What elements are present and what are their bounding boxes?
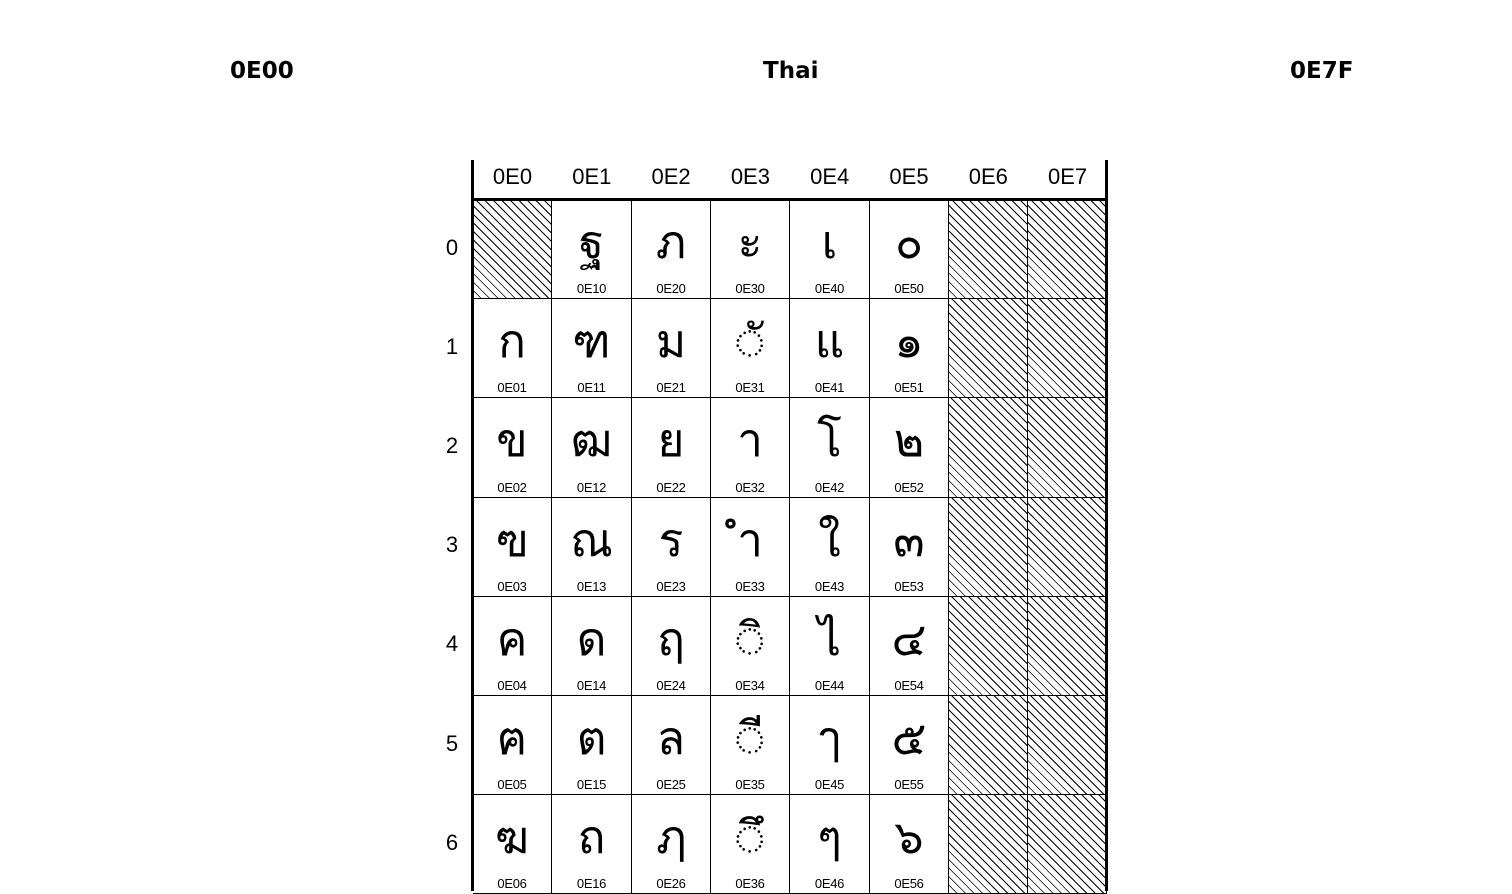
code-point-label: 0E24 <box>656 678 686 693</box>
character-glyph: ณ <box>570 513 613 567</box>
code-point-label: 0E44 <box>814 678 845 693</box>
character-glyph: ร <box>658 513 684 567</box>
character-glyph: ◌ั <box>735 314 765 368</box>
character-glyph: เ <box>821 215 838 269</box>
character-cell <box>790 597 870 696</box>
code-point-label: 0E10 <box>576 281 607 296</box>
character-cell <box>552 200 632 299</box>
character-cell <box>632 795 711 894</box>
range-end-label: 0E7F <box>1290 58 1354 84</box>
code-point-label: 0E33 <box>735 579 765 594</box>
grid-left-border <box>471 160 474 891</box>
grid-right-border <box>1105 160 1108 891</box>
character-cell <box>632 398 711 498</box>
code-point-label: 0E50 <box>894 281 924 296</box>
code-point-label: 0E45 <box>814 777 845 792</box>
character-cell <box>870 795 949 894</box>
character-cell <box>632 200 711 299</box>
character-glyph: ไ <box>817 612 842 666</box>
unassigned-cell <box>1028 795 1107 894</box>
code-point-label: 0E46 <box>814 876 845 891</box>
code-point-label: 0E43 <box>814 579 845 594</box>
character-cell <box>870 299 949 398</box>
character-glyph: ๕ <box>891 711 927 765</box>
code-point-label: 0E26 <box>656 876 686 891</box>
character-cell <box>870 200 949 299</box>
code-point-label: 0E11 <box>577 380 606 395</box>
character-glyph: ฆ <box>494 810 530 864</box>
character-cell <box>473 498 552 597</box>
code-point-label: 0E02 <box>497 480 527 495</box>
character-cell <box>711 597 790 696</box>
character-cell <box>711 498 790 597</box>
header-separator <box>471 198 1108 201</box>
code-point-label: 0E14 <box>576 678 607 693</box>
column-header: 0E7 <box>1048 164 1088 189</box>
unassigned-cell <box>473 200 552 299</box>
column-header: 0E3 <box>730 164 770 189</box>
character-cell <box>870 498 949 597</box>
character-glyph: ๓ <box>893 513 925 567</box>
row-header: 3 <box>445 532 459 558</box>
code-point-label: 0E03 <box>497 579 527 594</box>
character-glyph: ย <box>657 413 685 467</box>
code-point-label: 0E21 <box>656 380 686 395</box>
character-cell <box>473 398 552 498</box>
character-glyph: ฦ <box>655 810 687 864</box>
character-cell <box>790 398 870 498</box>
character-cell <box>552 696 632 795</box>
row-header: 5 <box>445 730 459 756</box>
character-cell <box>711 299 790 398</box>
unassigned-cell <box>1028 696 1107 795</box>
character-glyph: ก <box>498 314 526 368</box>
character-glyph: โ <box>817 413 842 467</box>
character-cell <box>711 795 790 894</box>
character-glyph: า <box>737 413 763 467</box>
column-header: 0E0 <box>492 164 533 189</box>
character-glyph: ๔ <box>891 612 927 666</box>
code-point-label: 0E55 <box>894 777 924 792</box>
character-cell <box>790 696 870 795</box>
code-point-label: 0E56 <box>894 876 924 891</box>
character-glyph: ๅ <box>818 711 841 765</box>
row-header: 2 <box>445 433 459 458</box>
character-glyph: ๐ <box>894 215 924 269</box>
unassigned-cell <box>949 795 1028 894</box>
character-cell <box>870 696 949 795</box>
code-point-label: 0E16 <box>576 876 607 891</box>
character-cell <box>632 597 711 696</box>
character-glyph: ๆ <box>817 810 842 864</box>
code-point-label: 0E36 <box>735 876 765 891</box>
code-point-label: 0E51 <box>894 380 924 395</box>
character-glyph: ฐ <box>578 215 605 269</box>
code-point-label: 0E42 <box>814 480 845 495</box>
column-header: 0E4 <box>810 164 850 189</box>
unassigned-cell <box>949 398 1028 498</box>
character-cell <box>552 597 632 696</box>
character-cell <box>473 299 552 398</box>
unassigned-cell <box>1028 597 1107 696</box>
character-cell <box>870 398 949 498</box>
character-glyph: ะ <box>737 215 763 269</box>
character-cell <box>632 299 711 398</box>
character-glyph: ถ <box>577 810 606 864</box>
code-point-label: 0E34 <box>735 678 765 693</box>
unassigned-cell <box>949 299 1028 398</box>
code-point-label: 0E31 <box>735 380 765 395</box>
character-glyph: ล <box>656 711 686 765</box>
character-cell <box>870 597 949 696</box>
character-cell <box>632 498 711 597</box>
character-glyph: ฤ <box>657 612 685 666</box>
unassigned-cell <box>949 498 1028 597</box>
code-point-label: 0E22 <box>656 480 686 495</box>
character-cell <box>473 795 552 894</box>
character-cell <box>552 299 632 398</box>
character-glyph: ำ <box>737 513 763 567</box>
character-glyph: ภ <box>655 215 687 269</box>
code-point-label: 0E20 <box>656 281 686 296</box>
character-cell <box>790 200 870 299</box>
code-point-label: 0E23 <box>656 579 686 594</box>
character-cell <box>711 200 790 299</box>
code-point-label: 0E35 <box>735 777 765 792</box>
character-glyph: ◌ิ <box>735 612 765 666</box>
code-point-label: 0E05 <box>497 777 527 792</box>
character-glyph: ด <box>576 612 607 666</box>
row-header: 1 <box>445 333 459 359</box>
code-point-label: 0E40 <box>814 281 845 296</box>
character-glyph: ๖ <box>894 810 924 864</box>
character-cell <box>552 795 632 894</box>
character-glyph: ต <box>576 711 607 765</box>
character-glyph: ฑ <box>572 314 611 368</box>
code-point-label: 0E25 <box>656 777 686 792</box>
row-header: 4 <box>445 631 459 657</box>
code-point-label: 0E41 <box>814 380 845 395</box>
character-glyph: ม <box>655 314 687 368</box>
block-title: Thai <box>763 58 819 84</box>
character-cell <box>473 597 552 696</box>
row-header: 0 <box>445 234 459 260</box>
character-glyph: ค <box>496 612 528 666</box>
code-point-label: 0E13 <box>576 579 607 594</box>
character-cell <box>790 795 870 894</box>
character-cell <box>790 498 870 597</box>
unassigned-cell <box>1028 200 1107 299</box>
column-header: 0E5 <box>889 164 929 189</box>
character-glyph: ฅ <box>496 711 528 765</box>
unassigned-cell <box>949 597 1028 696</box>
character-cell <box>790 299 870 398</box>
column-header: 0E6 <box>968 164 1008 189</box>
code-point-label: 0E53 <box>894 579 924 594</box>
code-point-label: 0E30 <box>735 281 765 296</box>
unassigned-cell <box>1028 299 1107 398</box>
character-cell <box>473 696 552 795</box>
character-cell <box>552 398 632 498</box>
character-glyph: ฒ <box>570 413 613 467</box>
character-glyph: ◌ี <box>735 711 765 765</box>
character-glyph: ข <box>496 413 528 467</box>
column-header: 0E1 <box>572 164 612 189</box>
unassigned-cell <box>1028 398 1107 498</box>
character-cell <box>632 696 711 795</box>
character-cell <box>711 696 790 795</box>
code-point-label: 0E54 <box>894 678 924 693</box>
character-cell <box>711 398 790 498</box>
column-header: 0E2 <box>651 164 691 189</box>
code-point-label: 0E12 <box>576 480 607 495</box>
character-glyph: ใ <box>818 513 841 567</box>
character-glyph: ฃ <box>495 513 529 567</box>
unassigned-cell <box>949 696 1028 795</box>
character-cell <box>552 498 632 597</box>
code-point-label: 0E32 <box>735 480 765 495</box>
character-glyph: ◌ึ <box>735 810 765 864</box>
code-point-label: 0E04 <box>497 678 527 693</box>
unassigned-cell <box>1028 498 1107 597</box>
code-point-label: 0E15 <box>576 777 607 792</box>
code-point-label: 0E01 <box>497 380 527 395</box>
row-header: 6 <box>445 829 459 855</box>
unassigned-cell <box>949 200 1028 299</box>
range-start-label: 0E00 <box>230 58 294 84</box>
character-glyph: แ <box>814 314 845 368</box>
character-glyph: ๒ <box>893 413 925 467</box>
code-point-label: 0E52 <box>894 480 924 495</box>
character-glyph: ๑ <box>894 314 924 368</box>
code-point-label: 0E06 <box>497 876 527 891</box>
